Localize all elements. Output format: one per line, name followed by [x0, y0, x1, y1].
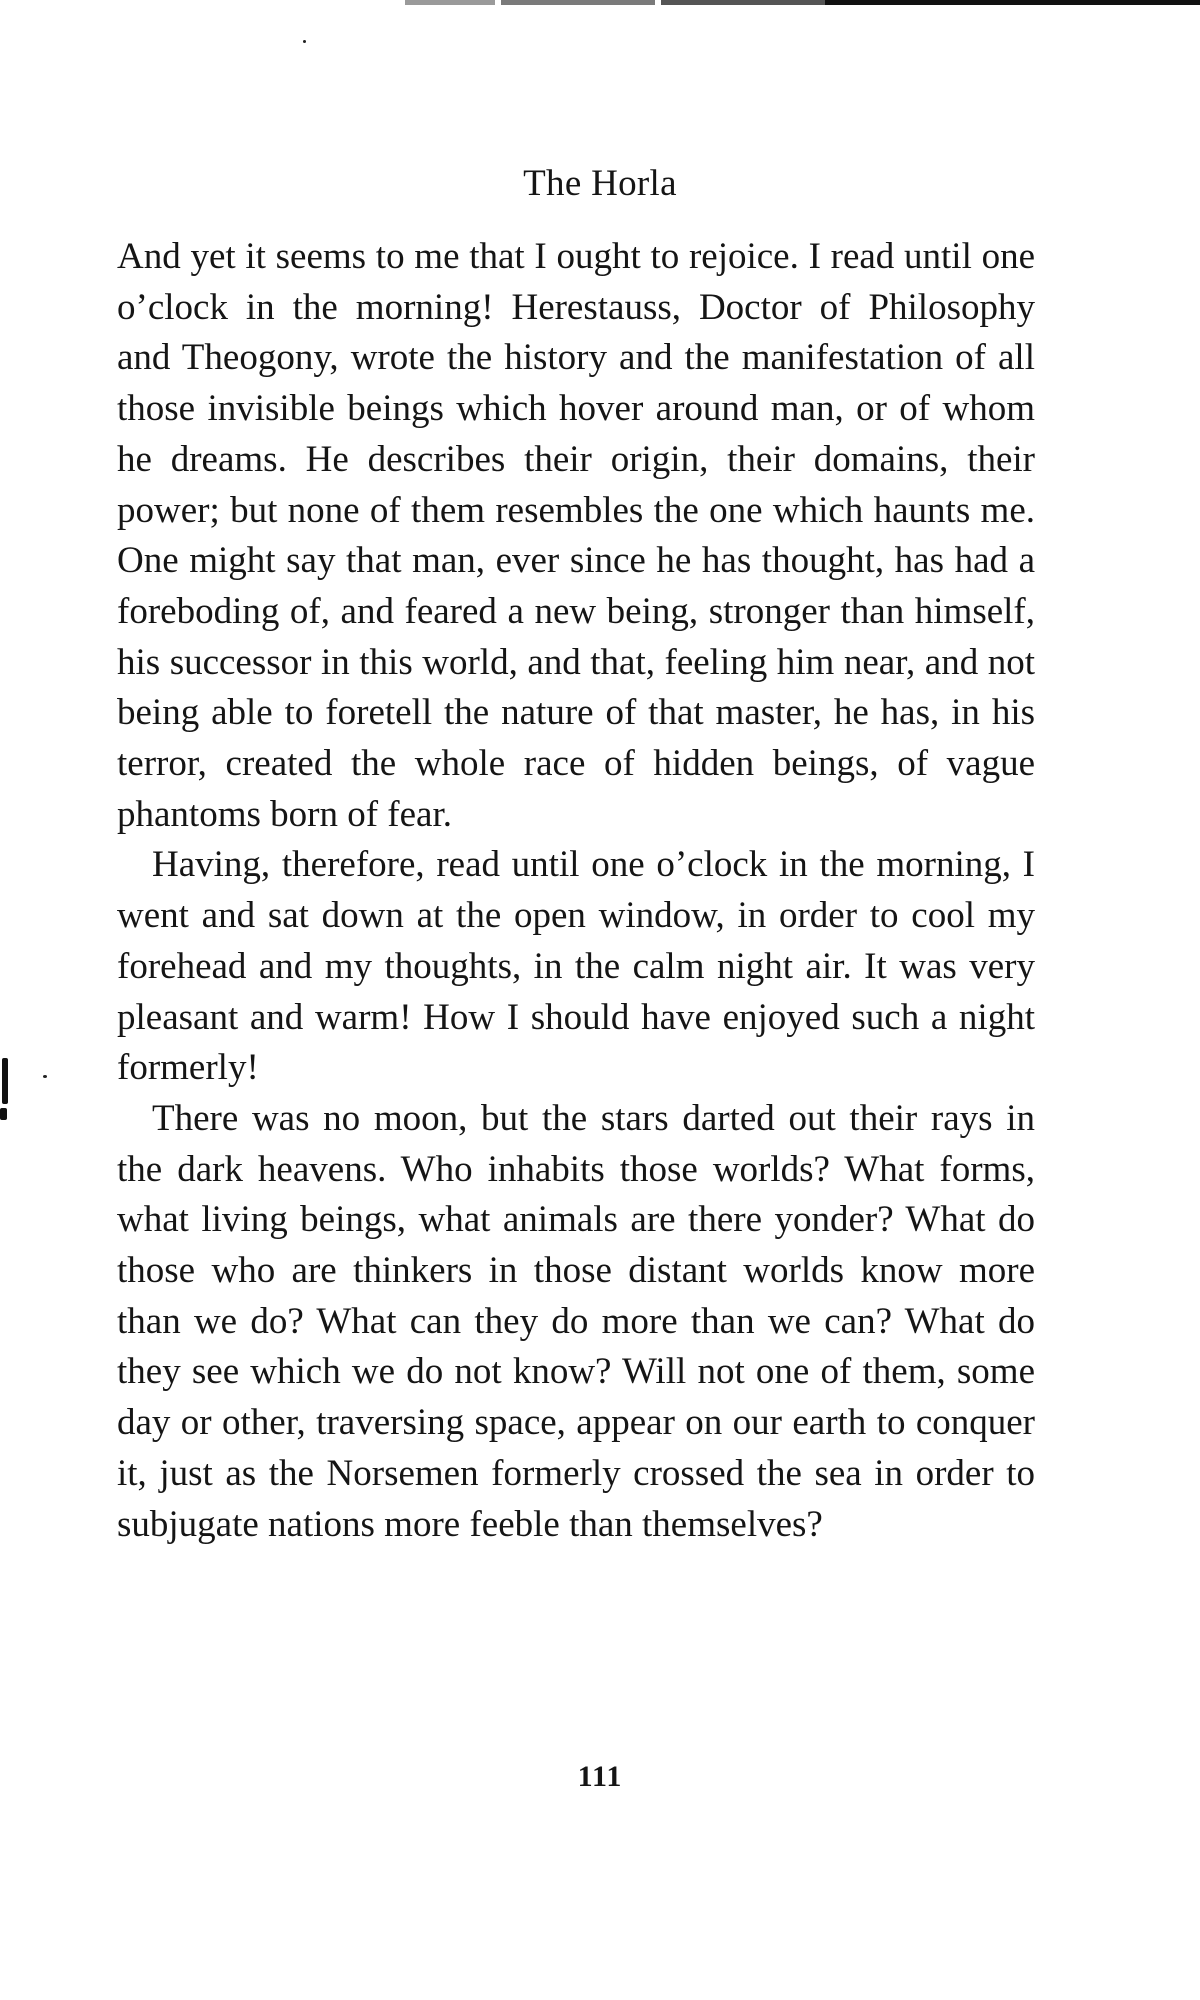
print-speck — [43, 1075, 47, 1078]
paragraph: And yet it seems to me that I ought to rejoice. I read until one o’clock in the morning! Herestauss, Doctor of Philosophy and Theogony, wrote the history and the manifestation of all those invisible beings which hover around man, or of whom he dreams. He describes their origin, their domains, their power; but none of them resembles the one which haunts me. One might say that man, ever since he has thought, has had a foreboding of, and feared a new being, stronger than himself, his successor in this world, and that, feeling him near, and not being able to foretell the nature of that master, he has, in his terror, created the whole race of hidden beings, of vague phantoms born of fear. — [117, 236, 1035, 835]
page-number: 111 — [577, 1760, 623, 1793]
page-body — [117, 232, 1035, 1550]
print-speck — [303, 40, 306, 43]
paragraph: There was no moon, but the stars darted out their rays in the dark heavens. Who inhabits those worlds? What forms, what living beings, what animals are there yonder? What do those who are thinkers in those distant worlds know more than we do? What can they do more than we can? What do they see which we do not know? Will not one of them, some day or other, traversing space, appear on our earth to conquer it, just as the Norsemen formerly crossed the sea in order to subjugate nations more feeble than themselves? — [117, 1097, 1035, 1545]
running-head: The Horla — [523, 163, 677, 204]
paragraph: Having, therefore, read until one o’clock in the morning, I went and sat down at the open window, in order to cool my forehead and my thoughts, in the calm night air. It was very pleasant and warm! How I should have enjoyed such a night formerly! — [117, 844, 1035, 1089]
top-edge-rule — [405, 0, 1200, 5]
margin-mark — [0, 1058, 9, 1122]
